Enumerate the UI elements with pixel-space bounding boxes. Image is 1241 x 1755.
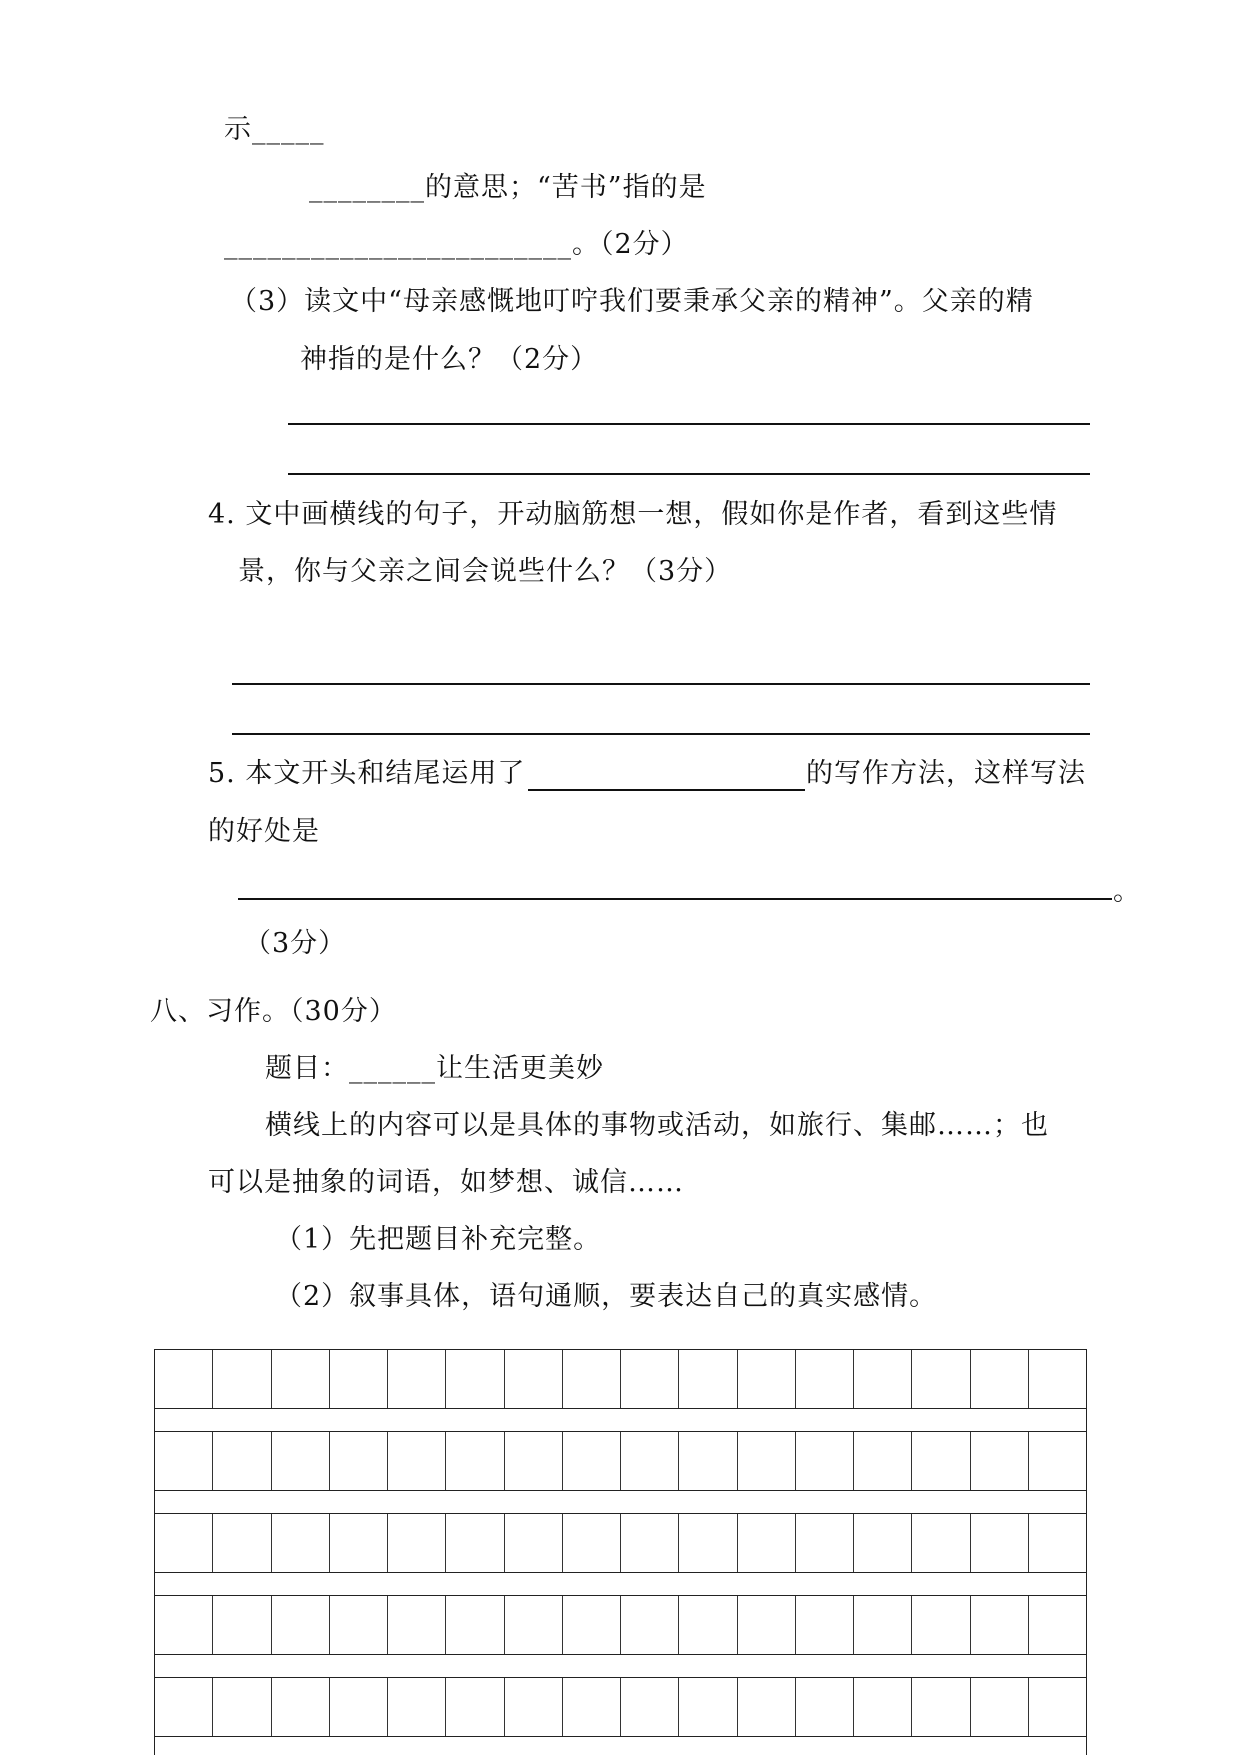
answer-line: [232, 733, 1090, 735]
question-5-part2: 的写作方法，这样写法: [806, 758, 1086, 789]
grid-cell[interactable]: [912, 1514, 970, 1572]
grid-cell[interactable]: [155, 1350, 213, 1408]
section-8-heading: 八、习作。（30分）: [150, 996, 397, 1027]
question-4-line2: 景，你与父亲之间会说些什么？（3分）: [238, 556, 733, 587]
grid-cell[interactable]: [971, 1678, 1029, 1736]
grid-cell[interactable]: [1029, 1678, 1086, 1736]
grid-cell[interactable]: [213, 1350, 271, 1408]
grid-cell[interactable]: [388, 1678, 446, 1736]
grid-cell[interactable]: [213, 1514, 271, 1572]
grid-cell[interactable]: [796, 1350, 854, 1408]
grid-cell[interactable]: [563, 1350, 621, 1408]
answer-line: [238, 898, 1112, 900]
grid-row-gap: [154, 1573, 1087, 1595]
grid-cell[interactable]: [155, 1596, 213, 1654]
grid-cell[interactable]: [155, 1514, 213, 1572]
grid-cell[interactable]: [621, 1514, 679, 1572]
question-3-line2: 神指的是什么？（2分）: [300, 344, 599, 375]
grid-cell[interactable]: [621, 1678, 679, 1736]
grid-cell[interactable]: [272, 1678, 330, 1736]
grid-cell[interactable]: [738, 1678, 796, 1736]
grid-cell[interactable]: [796, 1596, 854, 1654]
grid-cell[interactable]: [330, 1678, 388, 1736]
grid-cell[interactable]: [446, 1514, 504, 1572]
answer-line: [288, 423, 1090, 425]
grid-cell[interactable]: [272, 1432, 330, 1490]
grid-cell[interactable]: [563, 1596, 621, 1654]
grid-row-gap: [154, 1409, 1087, 1431]
grid-row: [154, 1677, 1087, 1737]
grid-cell[interactable]: [971, 1350, 1029, 1408]
grid-cell[interactable]: [272, 1350, 330, 1408]
question-5-part1: 5. 本文开头和结尾运用了: [208, 758, 526, 789]
grid-row: [154, 1513, 1087, 1573]
grid-cell[interactable]: [388, 1432, 446, 1490]
grid-cell[interactable]: [912, 1596, 970, 1654]
grid-row-gap: [154, 1737, 1087, 1755]
grid-row-gap: [154, 1491, 1087, 1513]
grid-cell[interactable]: [912, 1432, 970, 1490]
grid-cell[interactable]: [505, 1678, 563, 1736]
grid-cell[interactable]: [446, 1432, 504, 1490]
grid-cell[interactable]: [213, 1596, 271, 1654]
requirement-1: （1）先把题目补充完整。: [275, 1224, 602, 1255]
grid-cell[interactable]: [738, 1514, 796, 1572]
grid-cell[interactable]: [854, 1678, 912, 1736]
grid-cell[interactable]: [388, 1596, 446, 1654]
grid-cell[interactable]: [213, 1432, 271, 1490]
grid-cell[interactable]: [563, 1678, 621, 1736]
question-3-line1: （3）读文中“母亲感慨地叮咛我们要秉承父亲的精神”。父亲的精: [230, 286, 1034, 317]
composition-desc-line2: 可以是抽象的词语，如梦想、诚信……: [208, 1167, 684, 1198]
grid-cell[interactable]: [505, 1350, 563, 1408]
grid-cell[interactable]: [796, 1514, 854, 1572]
grid-cell[interactable]: [505, 1514, 563, 1572]
grid-cell[interactable]: [1029, 1596, 1086, 1654]
grid-cell[interactable]: [621, 1350, 679, 1408]
grid-cell[interactable]: [330, 1350, 388, 1408]
grid-cell[interactable]: [738, 1596, 796, 1654]
grid-cell[interactable]: [679, 1596, 737, 1654]
grid-cell[interactable]: [621, 1432, 679, 1490]
grid-cell[interactable]: [505, 1596, 563, 1654]
line-shi: 示_____: [224, 114, 325, 145]
grid-cell[interactable]: [505, 1432, 563, 1490]
grid-row: [154, 1349, 1087, 1409]
grid-cell[interactable]: [213, 1678, 271, 1736]
grid-cell[interactable]: [330, 1432, 388, 1490]
grid-cell[interactable]: [971, 1514, 1029, 1572]
grid-cell[interactable]: [738, 1350, 796, 1408]
grid-cell[interactable]: [1029, 1514, 1086, 1572]
grid-cell[interactable]: [272, 1596, 330, 1654]
grid-cell[interactable]: [155, 1678, 213, 1736]
question-4-line1: 4. 文中画横线的句子，开动脑筋想一想，假如你是作者，看到这些情: [208, 499, 1058, 530]
grid-cell[interactable]: [796, 1678, 854, 1736]
grid-cell[interactable]: [388, 1350, 446, 1408]
grid-cell[interactable]: [912, 1350, 970, 1408]
line-score-2: ________________________。（2分）: [224, 229, 689, 260]
line-meaning: ________的意思；“苦书”指的是: [309, 172, 707, 203]
grid-cell[interactable]: [446, 1596, 504, 1654]
grid-row-gap: [154, 1655, 1087, 1677]
grid-cell[interactable]: [388, 1514, 446, 1572]
grid-cell[interactable]: [971, 1432, 1029, 1490]
composition-desc-line1: 横线上的内容可以是具体的事物或活动，如旅行、集邮……；也: [265, 1110, 1049, 1141]
composition-topic: 题目：______让生活更美妙: [265, 1053, 604, 1084]
grid-cell[interactable]: [854, 1596, 912, 1654]
grid-row: [154, 1595, 1087, 1655]
grid-cell[interactable]: [563, 1514, 621, 1572]
grid-cell[interactable]: [155, 1432, 213, 1490]
grid-cell[interactable]: [854, 1514, 912, 1572]
answer-line: [232, 683, 1090, 685]
question-5-blank: [528, 789, 805, 791]
grid-cell[interactable]: [1029, 1432, 1086, 1490]
grid-cell[interactable]: [738, 1432, 796, 1490]
grid-cell[interactable]: [1029, 1350, 1086, 1408]
grid-cell[interactable]: [679, 1514, 737, 1572]
grid-cell[interactable]: [679, 1678, 737, 1736]
requirement-2: （2）叙事具体，语句通顺，要表达自己的真实感情。: [275, 1281, 938, 1312]
grid-cell[interactable]: [971, 1596, 1029, 1654]
grid-cell[interactable]: [912, 1678, 970, 1736]
grid-cell[interactable]: [446, 1350, 504, 1408]
grid-cell[interactable]: [446, 1678, 504, 1736]
grid-cell[interactable]: [272, 1514, 330, 1572]
question-5-line2: 的好处是: [208, 816, 320, 847]
grid-row: [154, 1431, 1087, 1491]
grid-cell[interactable]: [679, 1432, 737, 1490]
answer-line: [288, 473, 1090, 475]
grid-cell[interactable]: [854, 1432, 912, 1490]
grid-cell[interactable]: [854, 1350, 912, 1408]
grid-cell[interactable]: [621, 1596, 679, 1654]
grid-cell[interactable]: [796, 1432, 854, 1490]
grid-cell[interactable]: [679, 1350, 737, 1408]
question-5-score: （3分）: [244, 928, 347, 959]
grid-cell[interactable]: [330, 1514, 388, 1572]
question-5-period: 。: [1113, 876, 1141, 907]
grid-cell[interactable]: [563, 1432, 621, 1490]
grid-cell[interactable]: [330, 1596, 388, 1654]
